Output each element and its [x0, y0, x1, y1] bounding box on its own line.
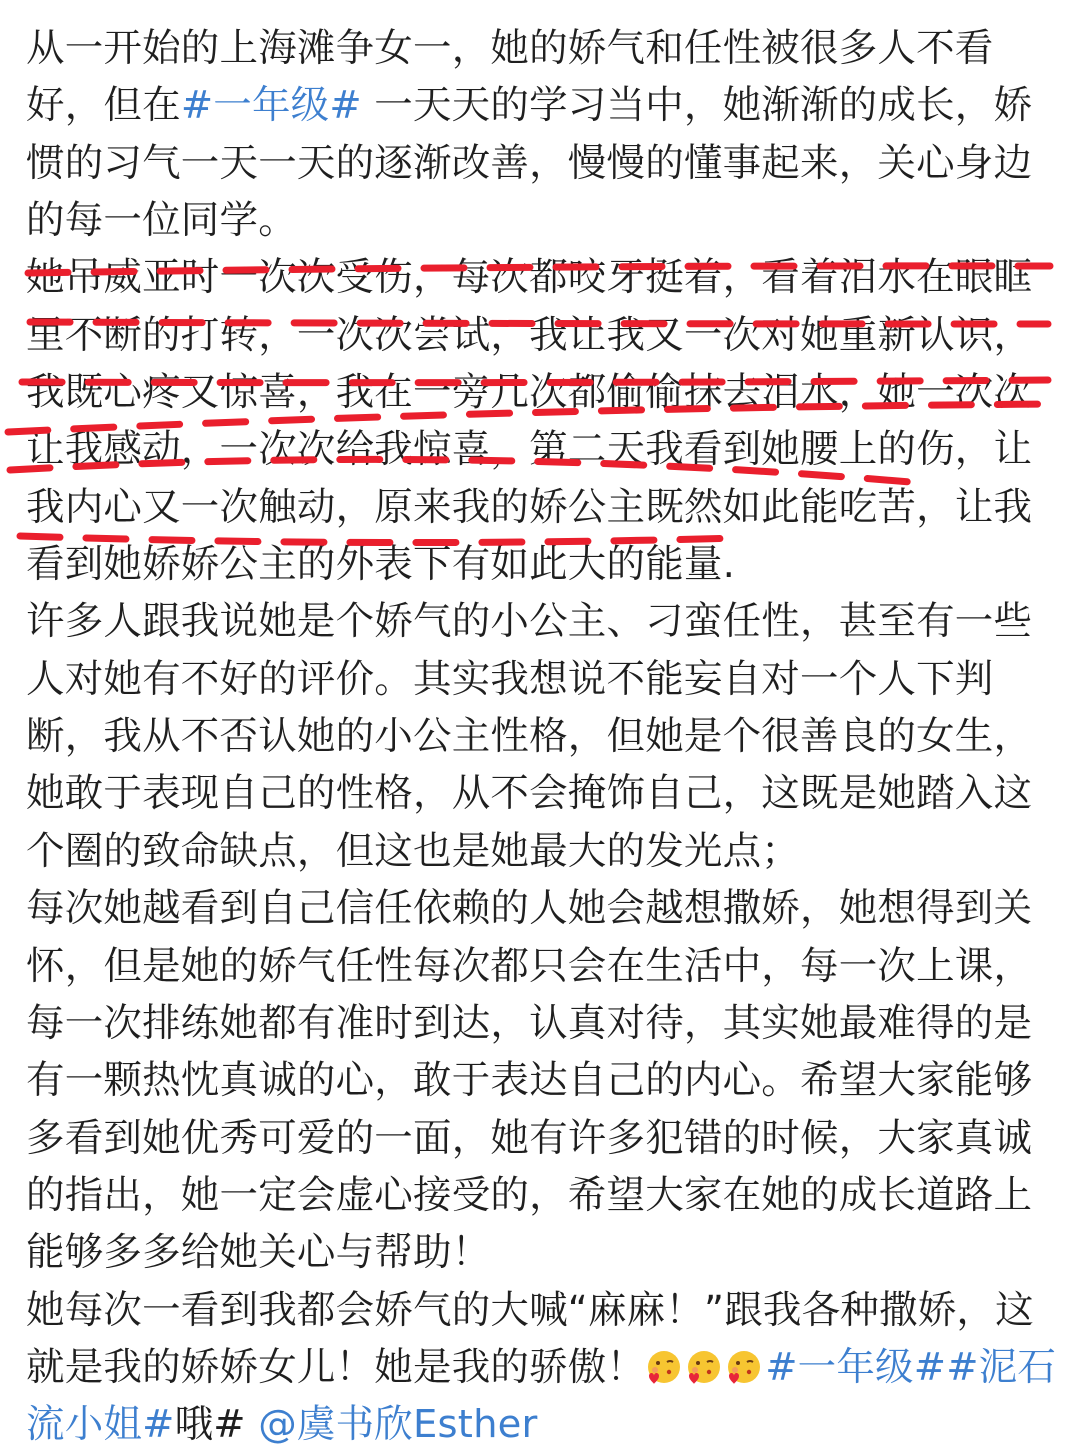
text-line: 人对她有不好的评价。其实我想说不能妄自对一个人下判	[26, 656, 994, 702]
text-line: 个圈的致命缺点，但这也是她最大的发光点；	[26, 828, 801, 874]
text-line: 断，我从不否认她的小公主性格，但她是个很善良的女生，	[26, 714, 1033, 760]
heart-kiss-emoji-icon	[685, 1345, 723, 1383]
text-line: 我既心疼又惊喜，我在一旁几次都偷偷抹去泪水，她一次次	[26, 370, 1033, 416]
text-segment: 好，但在	[26, 83, 181, 129]
text-line: 里不断的打转，一次次尝试，我让我又一次对她重新认识，	[26, 312, 1033, 358]
text-line: 怀，但是她的娇气任性每次都只会在生活中，每一次上课，	[26, 943, 1033, 989]
hashtag-link[interactable]: #一年级#	[180, 83, 362, 129]
heart-kiss-emoji-icon	[645, 1345, 683, 1383]
text-segment: 哦#	[174, 1402, 246, 1448]
hashtag-link[interactable]: 流小姐#	[26, 1402, 175, 1448]
text-line: 的指出，她一定会虚心接受的，希望大家在她的成长道路上	[26, 1172, 1033, 1218]
text-segment: 就是我的娇娇女儿！她是我的骄傲！	[26, 1344, 646, 1390]
text-line: 有一颗热忱真诚的心，敢于表达自己的内心。希望大家能够	[26, 1058, 1033, 1104]
text-line: 从一开始的上海滩争女一，她的娇气和任性被很多人不看	[26, 26, 994, 71]
text-line: 看到她娇娇公主的外表下有如此大的能量.	[26, 542, 736, 588]
text-line: 我内心又一次触动，原来我的娇公主既然如此能吃苦，让我	[26, 484, 1033, 530]
text-line: 她每次一看到我都会娇气的大喊“麻麻！”跟我各种撒娇，这	[26, 1287, 1034, 1333]
text-line: 每次她越看到自己信任依赖的人她会越想撒娇，她想得到关	[26, 886, 1033, 932]
text-segment: 一天天的学习当中，她渐渐的成长，娇	[361, 83, 1033, 129]
text-line: 能够多多给她关心与帮助！	[26, 1230, 491, 1276]
text-line: 许多人跟我说她是个娇气的小公主、刁蛮任性，甚至有一些	[26, 599, 1033, 645]
text-line	[26, 1396, 1056, 1453]
text-line: 她敢于表现自己的性格，从不会掩饰自己，这既是她踏入这	[26, 771, 1033, 817]
text-line	[26, 1339, 1056, 1396]
heart-kiss-emoji-icon	[725, 1345, 763, 1383]
text-line: 她吊威亚时一次次受伤，每次都咬牙挺着，看着泪水在眼眶	[26, 255, 1033, 301]
text-line	[26, 77, 1056, 134]
text-line: 的每一位同学。	[26, 198, 297, 244]
post-body	[26, 20, 1056, 1454]
text-line: 多看到她优秀可爱的一面，她有许多犯错的时候，大家真诚	[26, 1115, 1033, 1161]
text-line: 每一次排练她都有准时到达，认真对待，其实她最难得的是	[26, 1000, 1033, 1046]
hashtag-link[interactable]: #一年级##泥石	[765, 1344, 1057, 1390]
text-line: 惯的习气一天一天的逐渐改善，慢慢的懂事起来，关心身边	[26, 140, 1033, 186]
text-line: 让我感动，一次次给我惊喜，第二天我看到她腰上的伤，让	[26, 427, 1033, 473]
user-mention-link[interactable]: @虞书欣Esther	[258, 1402, 538, 1448]
